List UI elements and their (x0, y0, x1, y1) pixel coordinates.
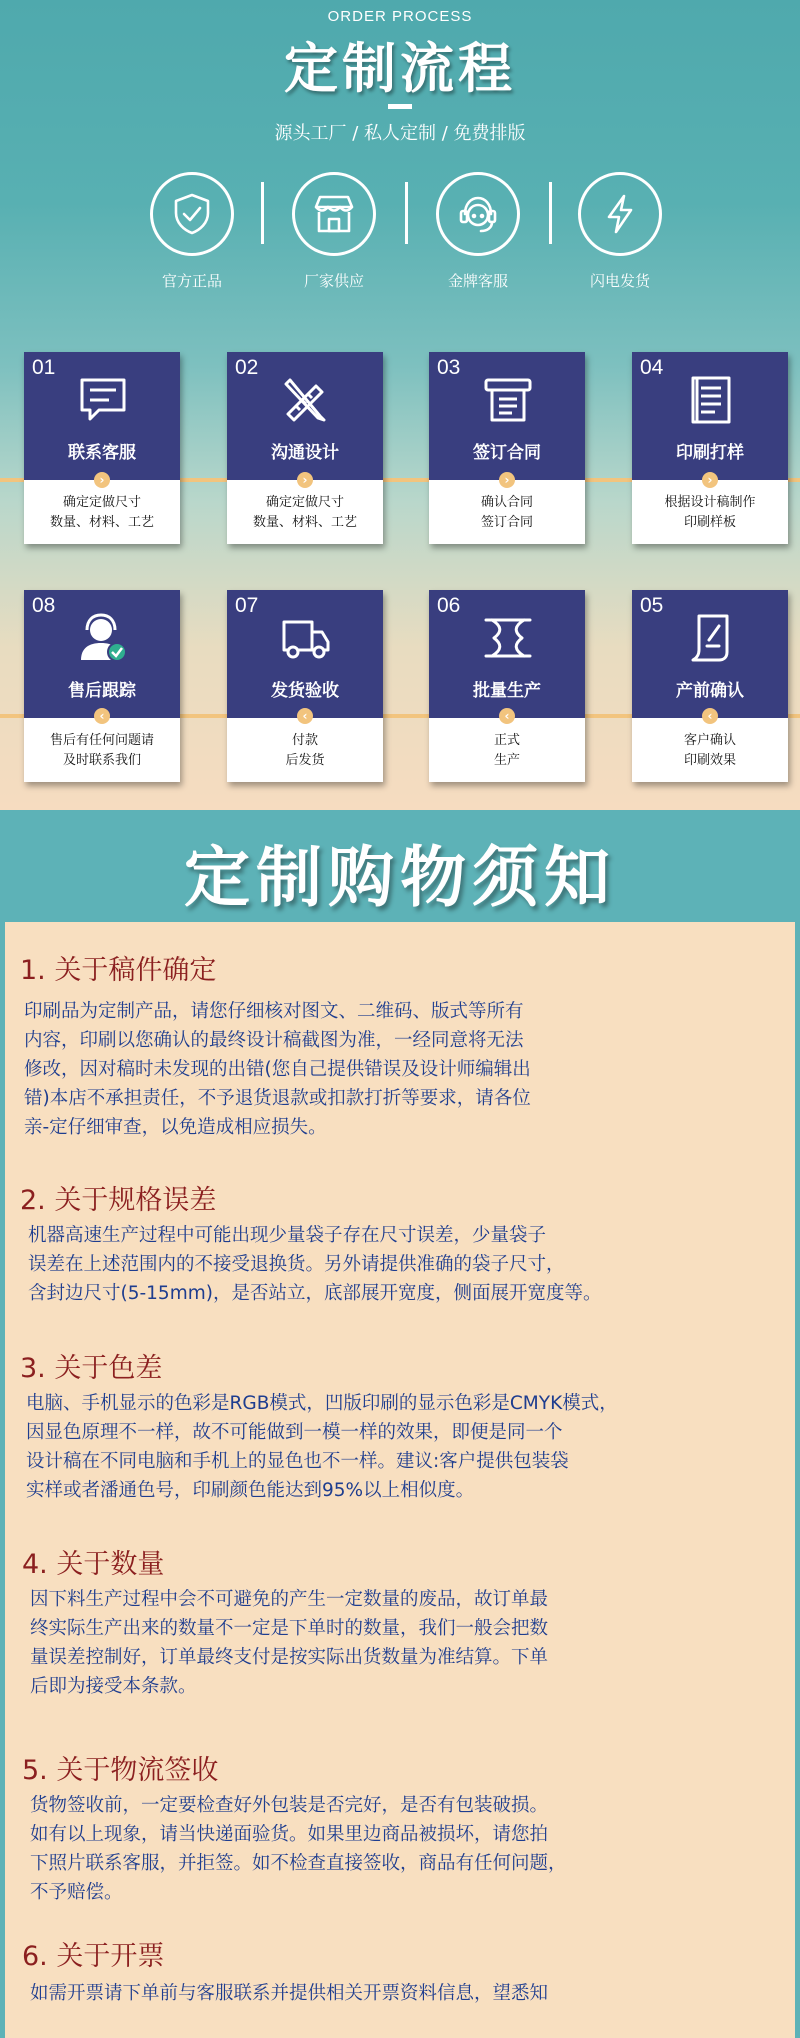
step-card (24, 352, 180, 544)
section-body: 如需开票请下单前与客服联系并提供相关开票资料信息，望悉知 (30, 1983, 549, 2004)
step-number: 04 (640, 356, 664, 379)
section-heading: 3. 关于色差 (20, 1353, 163, 1384)
step-card (227, 590, 383, 782)
step-desc: 付款 后发货 (227, 718, 383, 782)
step-desc: 确认合同 签订合同 (429, 480, 585, 544)
badge-label: 官方正品 (161, 272, 222, 290)
step-desc: 根据设计稿制作 印刷样板 (632, 480, 788, 544)
notice-section-3 (0, 1346, 800, 1505)
section-body: 货物签收前，一定要检查好外包装是否完好，是否有包装破损。 如有以上现象，请当快递面验货。如果里边商品被损坏，请您拍 下照片联系客服，并拒签。如不检查直接签收，商品有任何问题， 不予赔偿。 (30, 1795, 567, 1903)
section-heading: 5. 关于物流签收 (22, 1755, 219, 1786)
step-card (632, 590, 788, 782)
step-card (429, 590, 585, 782)
step-name: 签订合同 (473, 443, 541, 463)
badge-divider (549, 182, 552, 244)
arrow-right-icon: › (94, 472, 110, 488)
section-body: 印刷品为定制产品，请您仔细核对图文、二维码、版式等所有 内容，印刷以您确认的最终设计稿截图为准，一经同意将无法 修改，因对稿时未发现的出错(您自己提供错误及设计师编辑出 错)本店不承担责任，不予退货退款或扣款打折等要求，请各位 亲-定仔细审查，以免造成相应损失。 (24, 1001, 531, 1138)
badge-label: 厂家供应 (303, 272, 364, 290)
step-desc: 客户确认 印刷效果 (632, 718, 788, 782)
step-number: 01 (32, 356, 56, 379)
service-badges (0, 172, 800, 292)
storefront-icon (292, 172, 376, 256)
step-number: 02 (235, 356, 259, 379)
process-tagline: 源头工厂 / 私人定制 / 免费排版 (274, 123, 526, 144)
notice-banner (0, 810, 800, 922)
notice-title: 定制购物须知 (184, 839, 616, 916)
step-name: 售后跟踪 (68, 681, 136, 701)
notice-body (0, 922, 800, 2038)
step-desc: 确定定做尺寸 数量、材料、工艺 (24, 480, 180, 544)
process-section (0, 0, 800, 810)
badge-service (418, 172, 538, 291)
step-desc: 售后有任何问题请 及时联系我们 (24, 718, 180, 782)
arrow-left-icon: ‹ (94, 708, 110, 724)
step-card (429, 352, 585, 544)
confirm-doc-icon (685, 612, 737, 664)
step-number: 08 (32, 594, 56, 617)
badge-official (132, 172, 252, 291)
chat-icon (77, 374, 129, 426)
arrow-left-icon: ‹ (499, 708, 515, 724)
step-name: 产前确认 (676, 681, 744, 701)
arrow-right-icon: › (499, 472, 515, 488)
step-card (227, 352, 383, 544)
step-name: 联系客服 (68, 443, 136, 463)
step-number: 07 (235, 594, 259, 617)
badge-factory (274, 172, 394, 291)
arrow-left-icon: ‹ (297, 708, 313, 724)
notice-section-5 (0, 1748, 800, 1907)
section-heading: 1. 关于稿件确定 (20, 955, 217, 986)
notice-section-4 (0, 1542, 800, 1701)
step-name: 印刷打样 (676, 443, 744, 463)
notice-section-1 (0, 948, 800, 1142)
badge-shipping (560, 172, 680, 291)
support-agent-icon (77, 612, 129, 664)
process-title: 定制流程 (284, 37, 516, 100)
production-icon (482, 612, 534, 664)
section-body: 因下料生产过程中会不可避免的产生一定数量的废品，故订单最 终实际生产出来的数量不一定是下单时的数量，我们一般会把数 量误差控制好，订单最终支付是按实际出货数量为准结算。下单 后即为接受本条款。 (30, 1589, 549, 1697)
notice-section-6 (0, 1934, 800, 2008)
pencil-ruler-icon (280, 374, 332, 426)
arrow-right-icon: › (702, 472, 718, 488)
step-number: 05 (640, 594, 664, 617)
shield-check-icon (150, 172, 234, 256)
badge-label: 闪电发货 (589, 272, 650, 290)
step-name: 沟通设计 (271, 443, 339, 463)
section-heading: 6. 关于开票 (22, 1941, 165, 1972)
step-card (632, 352, 788, 544)
step-desc: 确定定做尺寸 数量、材料、工艺 (227, 480, 383, 544)
step-number: 06 (437, 594, 461, 617)
title-divider (388, 104, 412, 109)
lightning-icon (578, 172, 662, 256)
section-body: 机器高速生产过程中可能出现少量袋子存在尺寸误差，少量袋子 误差在上述范围内的不接受退换货。另外请提供准确的袋子尺寸， 含封边尺寸(5-15mm)，是否站立，底部展开宽度，侧面展开宽度等。 (28, 1225, 602, 1304)
process-subtitle-en: ORDER PROCESS (327, 8, 473, 25)
notice-section-2 (0, 1178, 800, 1308)
arrow-right-icon: › (297, 472, 313, 488)
badge-divider (261, 182, 264, 244)
document-icon (685, 374, 737, 426)
badge-label: 金牌客服 (447, 272, 508, 290)
section-body: 电脑、手机显示的色彩是RGB模式，凹版印刷的显示色彩是CMYK模式， 因显色原理不一样，故不可能做到一模一样的效果，即便是同一个 设计稿在不同电脑和手机上的显色也不一样。建议:客户提供包装袋 实样或者潘通色号，印刷颜色能达到95%以上相似度。 (26, 1393, 618, 1501)
truck-icon (280, 612, 332, 664)
arrow-left-icon: ‹ (702, 708, 718, 724)
headset-icon (436, 172, 520, 256)
step-desc: 正式 生产 (429, 718, 585, 782)
section-heading: 4. 关于数量 (22, 1549, 165, 1580)
step-name: 批量生产 (473, 681, 541, 701)
badge-divider (405, 182, 408, 244)
section-heading: 2. 关于规格误差 (20, 1185, 217, 1216)
contract-icon (482, 374, 534, 426)
step-card (24, 590, 180, 782)
step-name: 发货验收 (271, 681, 339, 701)
step-number: 03 (437, 356, 461, 379)
